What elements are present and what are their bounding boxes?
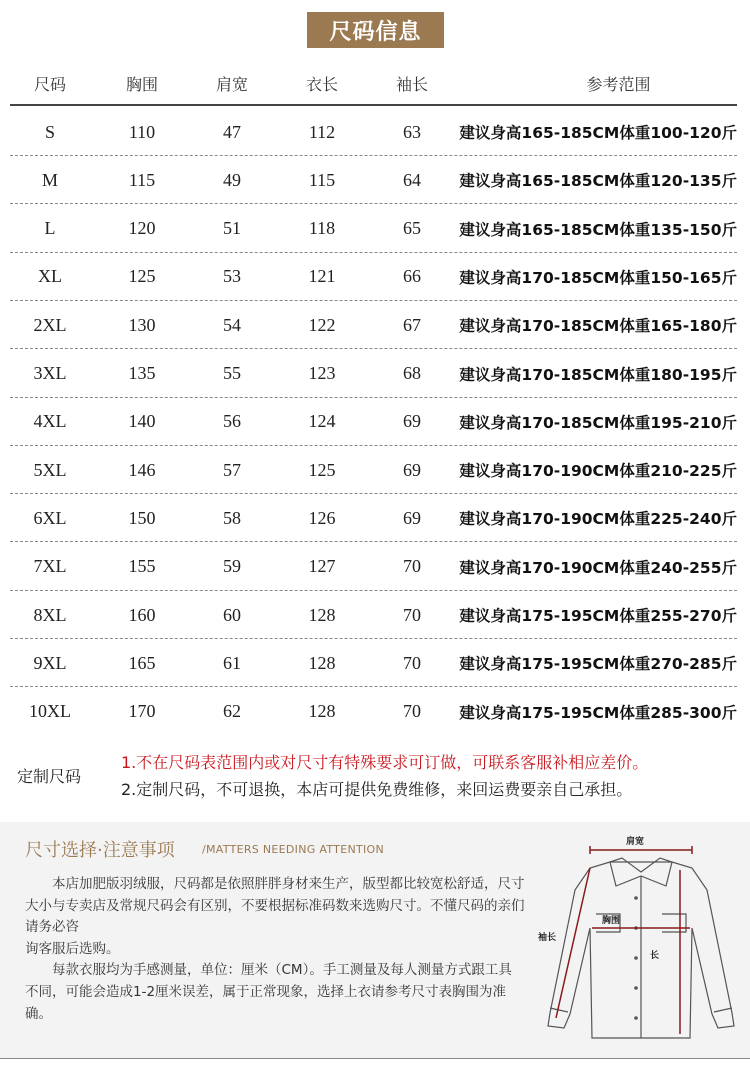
cell-size: M (41, 169, 58, 190)
table-row (10, 156, 737, 204)
table-header (10, 60, 737, 106)
cell-reference: 建议身高170-190CM体重225-240斤 (459, 510, 737, 529)
notes-paragraph: 询客服后选购。 (25, 940, 120, 957)
table-row (10, 591, 737, 639)
cell-sleeve: 64 (403, 169, 421, 190)
cell-size: S (44, 121, 55, 142)
cell-chest: 140 (128, 411, 156, 432)
notes-title: 尺寸选择·注意事项 (25, 840, 175, 861)
cell-length: 128 (308, 701, 336, 722)
cell-shoulder: 51 (223, 218, 241, 239)
cell-sleeve: 63 (403, 121, 421, 142)
cell-shoulder: 57 (223, 459, 241, 480)
header-shoulder: 肩宽 (215, 74, 248, 94)
custom-note-1: 1.不在尺码表范围内或对尺寸有特殊要求可订做，可联系客服补相应差价。 (121, 753, 649, 772)
cell-length: 121 (308, 266, 336, 287)
notes-subtitle: /MATTERS NEEDING ATTENTION (202, 843, 385, 856)
table-row (10, 205, 737, 253)
cell-reference: 建议身高170-185CM体重165-180斤 (459, 317, 737, 336)
cell-length: 126 (308, 507, 336, 528)
bottom-divider (0, 1058, 750, 1059)
cell-sleeve: 69 (403, 507, 421, 528)
cell-length: 127 (308, 556, 336, 577)
cell-shoulder: 55 (223, 363, 241, 383)
cell-reference: 建议身高165-185CM体重120-135斤 (459, 172, 737, 191)
cell-shoulder: 61 (223, 652, 241, 673)
table-row (10, 301, 737, 349)
cell-reference: 建议身高165-185CM体重100-120斤 (459, 124, 737, 142)
table-row (10, 446, 737, 494)
cell-size: 7XL (33, 556, 67, 577)
cell-chest: 155 (128, 556, 156, 577)
notes-paragraph: 每款衣服均为手感测量，单位：厘米（CM）。手工测量及每人测量方式跟工具不同，可能会造成1-2厘米误差，属于正常现象，选择上衣请参考尺寸表胸围为准确。 (25, 962, 512, 1022)
header-divider (10, 104, 737, 106)
cell-chest: 125 (128, 266, 156, 287)
cell-reference: 建议身高175-195CM体重270-285斤 (459, 655, 737, 674)
cell-size: 5XL (33, 459, 67, 480)
cell-shoulder: 49 (223, 169, 241, 190)
table-row (10, 543, 737, 591)
cell-reference: 建议身高175-195CM体重285-300斤 (459, 703, 737, 722)
table-row (10, 350, 737, 398)
cell-length: 122 (308, 314, 336, 335)
cell-chest: 170 (128, 701, 156, 722)
cell-sleeve: 66 (403, 266, 421, 287)
custom-note-2: 2.定制尺码，不可退换，本店可提供免费维修，来回运费要亲自己承担。 (121, 780, 633, 799)
cell-shoulder: 62 (223, 701, 241, 722)
cell-shoulder: 58 (223, 507, 241, 528)
table-row (10, 108, 737, 156)
cell-sleeve: 67 (403, 314, 421, 335)
cell-sleeve: 70 (403, 652, 421, 673)
cell-chest: 110 (128, 121, 156, 142)
cell-length: 118 (308, 218, 336, 239)
cell-reference: 建议身高170-190CM体重240-255斤 (459, 558, 737, 577)
cell-chest: 165 (128, 652, 156, 673)
cell-size: 8XL (33, 604, 67, 625)
notes-body (25, 874, 525, 1025)
cell-length: 128 (308, 652, 336, 673)
cell-reference: 建议身高170-185CM体重195-210斤 (459, 413, 737, 432)
cell-length: 128 (308, 604, 336, 625)
diagram-sleeve-label: 袖长 (538, 933, 557, 943)
cell-shoulder: 56 (223, 411, 241, 432)
cell-sleeve: 70 (403, 604, 421, 625)
cell-reference: 建议身高175-195CM体重255-270斤 (459, 607, 737, 625)
cell-size: 2XL (33, 314, 67, 335)
table-row (10, 639, 737, 687)
table-row (10, 688, 737, 736)
diagram-chest-label: 胸围 (602, 916, 621, 926)
header-reference: 参考范围 (586, 74, 651, 94)
cell-length: 112 (308, 121, 336, 142)
cell-sleeve: 65 (403, 218, 421, 239)
cell-chest: 120 (128, 218, 156, 239)
cell-reference: 建议身高165-185CM体重135-150斤 (459, 220, 737, 239)
diagram-shoulder-label: 肩宽 (626, 837, 645, 847)
cell-size: XL (38, 266, 62, 287)
cell-shoulder: 60 (223, 604, 241, 625)
cell-chest: 130 (128, 314, 156, 335)
cell-length: 115 (308, 169, 336, 190)
notes-panel (0, 822, 750, 1058)
header-size: 尺码 (33, 74, 66, 94)
cell-chest: 150 (128, 507, 156, 528)
table-row (10, 253, 737, 301)
cell-chest: 160 (128, 604, 156, 625)
cell-length: 125 (308, 459, 336, 480)
cell-sleeve: 69 (403, 459, 421, 480)
header-chest: 胸围 (125, 74, 158, 94)
cell-size: 4XL (33, 411, 67, 432)
cell-length: 123 (308, 363, 336, 383)
cell-size: 3XL (33, 363, 67, 383)
notes-paragraph: 本店加肥版羽绒服，尺码都是依照胖胖身材来生产，版型都比较宽松舒适，尺寸大小与专卖店及常规尺码会有区别，不要根据标准码数来选购尺寸。不懂尺码的亲们请务必咨 (25, 876, 525, 936)
cell-length: 124 (308, 411, 336, 432)
cell-reference: 建议身高170-185CM体重150-165斤 (459, 268, 737, 287)
table-row (10, 494, 737, 542)
diagram-length-label: 长 (650, 951, 660, 961)
cell-reference: 建议身高170-190CM体重210-225斤 (459, 462, 737, 481)
cell-shoulder: 47 (223, 121, 241, 142)
custom-size-section (10, 740, 737, 810)
header-length: 衣长 (305, 74, 338, 94)
cell-size: 6XL (33, 507, 67, 528)
cell-sleeve: 69 (403, 411, 421, 432)
shirt-measurement-diagram (530, 828, 745, 1048)
cell-sleeve: 70 (403, 701, 421, 722)
cell-chest: 115 (128, 169, 156, 190)
cell-reference: 建议身高170-185CM体重180-195斤 (459, 365, 737, 384)
cell-chest: 135 (128, 363, 156, 383)
cell-chest: 146 (128, 459, 156, 480)
cell-shoulder: 59 (223, 556, 241, 577)
cell-size: 10XL (29, 701, 71, 722)
size-info-title: 尺码信息 (307, 12, 444, 48)
custom-size-label: 定制尺码 (17, 767, 82, 786)
header-sleeve: 袖长 (395, 74, 428, 94)
cell-size: L (44, 218, 56, 239)
cell-shoulder: 54 (223, 314, 241, 335)
cell-sleeve: 70 (403, 556, 421, 577)
cell-sleeve: 68 (403, 363, 421, 383)
cell-shoulder: 53 (223, 266, 241, 287)
table-row (10, 398, 737, 446)
cell-size: 9XL (33, 652, 67, 673)
